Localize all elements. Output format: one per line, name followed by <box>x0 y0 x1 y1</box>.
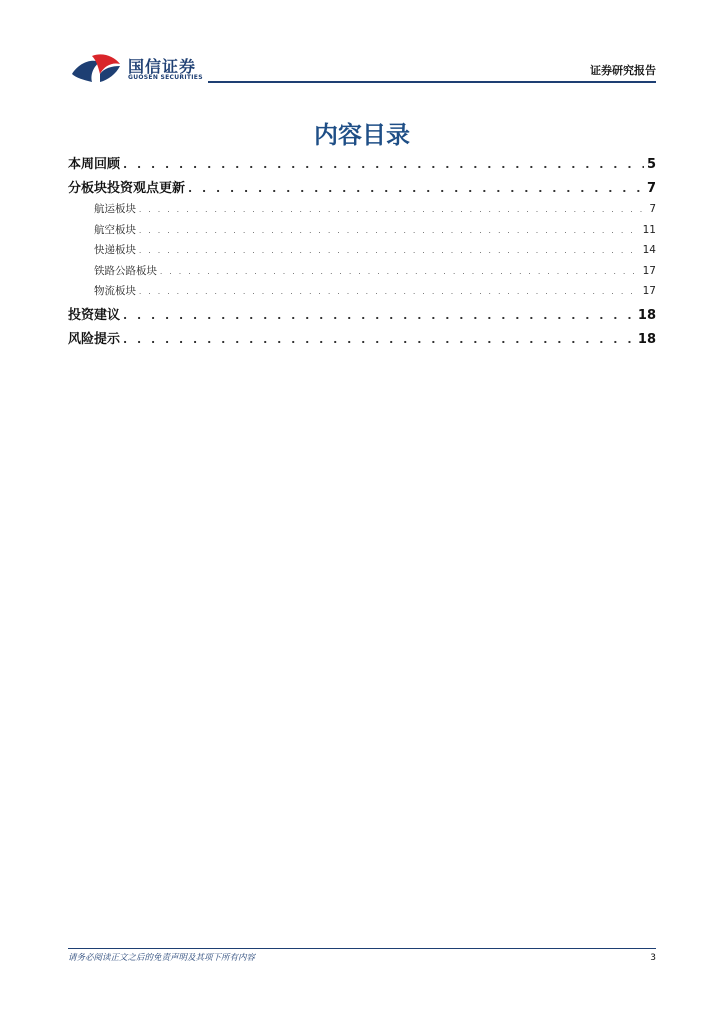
toc-entry-page: 7 <box>649 203 656 215</box>
toc-entry-page: 18 <box>637 331 656 347</box>
toc-entry-page: 11 <box>642 223 656 236</box>
toc-entry[interactable] <box>68 263 656 284</box>
logo-chinese-text: 国信证券 <box>128 57 197 76</box>
toc-entry[interactable] <box>68 177 656 201</box>
toc-entry[interactable] <box>68 283 656 304</box>
toc-entry-page: 17 <box>642 285 656 297</box>
toc-leader-dots <box>139 227 640 235</box>
toc-leader-dots <box>160 268 640 276</box>
toc-leader-dots <box>123 309 635 322</box>
table-of-contents <box>68 153 656 352</box>
toc-entry-label: 航运板块 <box>94 203 136 215</box>
guosen-logo <box>70 52 210 86</box>
toc-leader-dots <box>139 247 640 255</box>
footer-divider <box>68 948 656 949</box>
toc-entry[interactable] <box>68 201 656 222</box>
toc-entry-label: 物流板块 <box>94 285 136 297</box>
toc-entry-label: 投资建议 <box>68 307 121 323</box>
toc-entry-label: 快递板块 <box>94 244 136 256</box>
toc-entry[interactable] <box>68 222 656 243</box>
toc-entry[interactable] <box>68 328 656 352</box>
header-divider <box>208 81 656 83</box>
toc-entry-page: 14 <box>642 244 656 256</box>
toc-entry[interactable] <box>68 304 656 328</box>
toc-entry[interactable] <box>68 242 656 263</box>
footer-page-number: 3 <box>650 953 656 963</box>
toc-entry-page: 7 <box>646 181 656 196</box>
toc-entry-label: 分板块投资观点更新 <box>68 181 186 196</box>
toc-leader-dots <box>139 206 646 214</box>
toc-entry-label: 航空板块 <box>94 223 136 236</box>
guosen-logo-mark-icon <box>70 52 126 86</box>
page-title: 内容目录 <box>314 121 410 149</box>
toc-entry-label: 铁路公路板块 <box>94 264 157 277</box>
toc-leader-dots <box>188 182 644 195</box>
toc-entry-label: 本周回顾 <box>68 157 121 172</box>
toc-entry-page: 5 <box>646 157 656 172</box>
toc-entry-page: 17 <box>642 264 656 277</box>
logo-english-text: GUOSEN SECURITIES <box>128 74 203 81</box>
toc-entry-page: 18 <box>637 307 656 323</box>
toc-leader-dots <box>139 288 640 296</box>
page-header <box>68 50 656 84</box>
report-type-label: 证券研究报告 <box>590 64 656 77</box>
toc-leader-dots <box>123 333 635 346</box>
toc-leader-dots <box>123 158 644 171</box>
toc-entry-label: 风险提示 <box>68 331 121 347</box>
toc-entry[interactable] <box>68 153 656 177</box>
footer-disclaimer: 请务必阅读正文之后的免责声明及其项下所有内容 <box>68 953 256 963</box>
